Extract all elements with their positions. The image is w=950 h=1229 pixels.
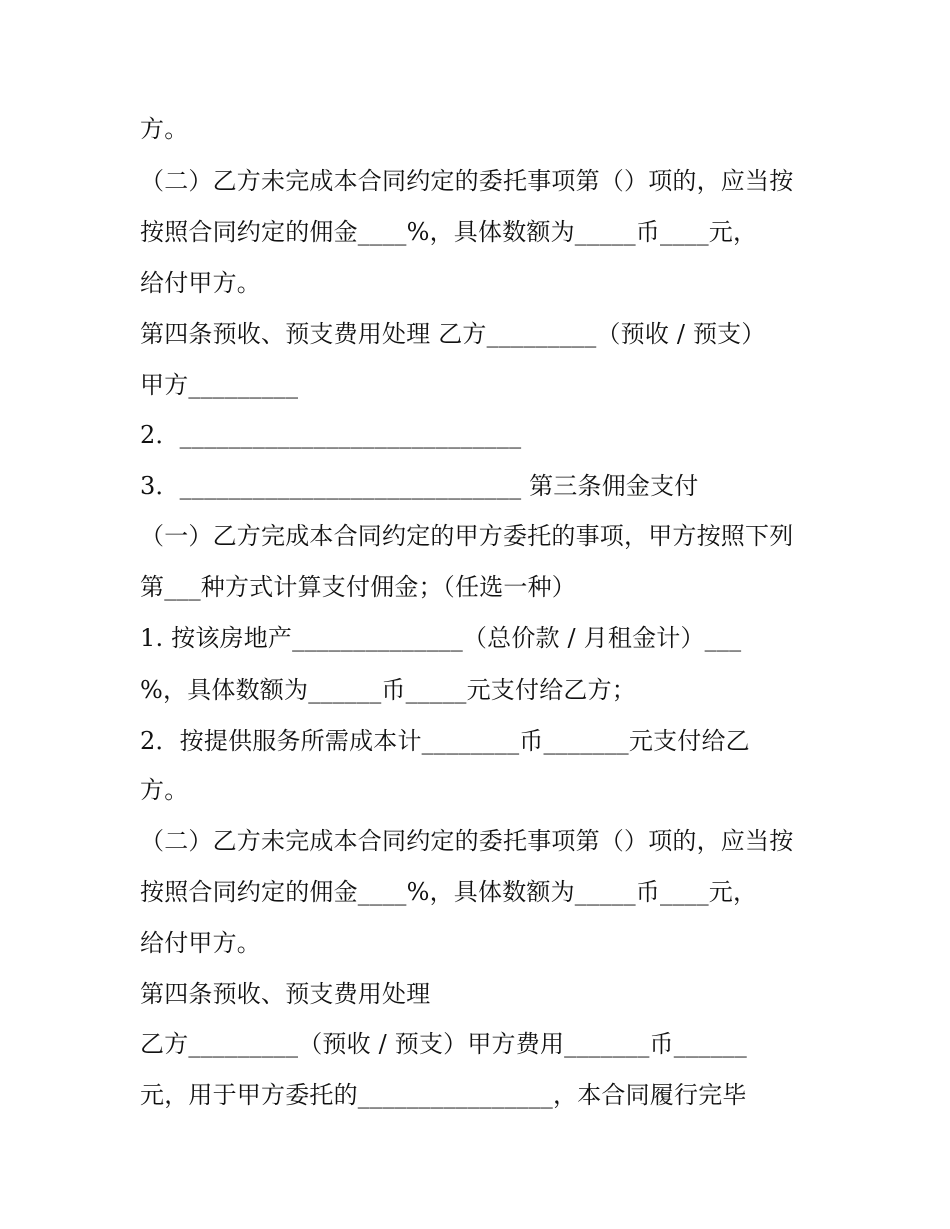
text-line-4: 给付甲方。	[140, 269, 261, 297]
text-line-5: 第四条预收、预支费用处理 乙方_________（预收 / 预支）	[140, 320, 766, 348]
text-line-8: 3．____________________________ 第三条佣金支付	[140, 472, 699, 500]
text-line-2: （二）乙方未完成本合同约定的委托事项第（）项的，应当按	[140, 167, 794, 195]
text-line-17: 给付甲方。	[140, 929, 261, 957]
text-line-6: 甲方_________	[140, 371, 299, 399]
text-line-10: 第___种方式计算支付佣金；（任选一种）	[140, 573, 576, 601]
text-line-15: （二）乙方未完成本合同约定的委托事项第（）项的，应当按	[140, 827, 794, 855]
text-line-1: 方。	[140, 115, 189, 143]
text-line-20: 元，用于甲方委托的________________，本合同履行完毕	[140, 1081, 747, 1109]
text-line-7: 2．____________________________	[140, 421, 522, 449]
text-line-16: 按照合同约定的佣金____%，具体数额为_____币____元，	[140, 878, 758, 906]
text-line-12: %，具体数额为______币_____元支付给乙方；	[140, 676, 637, 704]
text-line-13: 2．按提供服务所需成本计________币_______元支付给乙	[140, 727, 750, 755]
text-line-3: 按照合同约定的佣金____%，具体数额为_____币____元，	[140, 218, 758, 246]
text-line-19: 乙方_________（预收 / 预支）甲方费用_______币______	[140, 1030, 747, 1058]
text-line-18: 第四条预收、预支费用处理	[140, 980, 431, 1008]
text-line-14: 方。	[140, 776, 189, 804]
text-line-11: 1. 按该房地产______________（总价款 / 月租金计）___	[140, 624, 742, 652]
text-line-9: （一）乙方完成本合同约定的甲方委托的事项，甲方按照下列	[140, 522, 794, 550]
